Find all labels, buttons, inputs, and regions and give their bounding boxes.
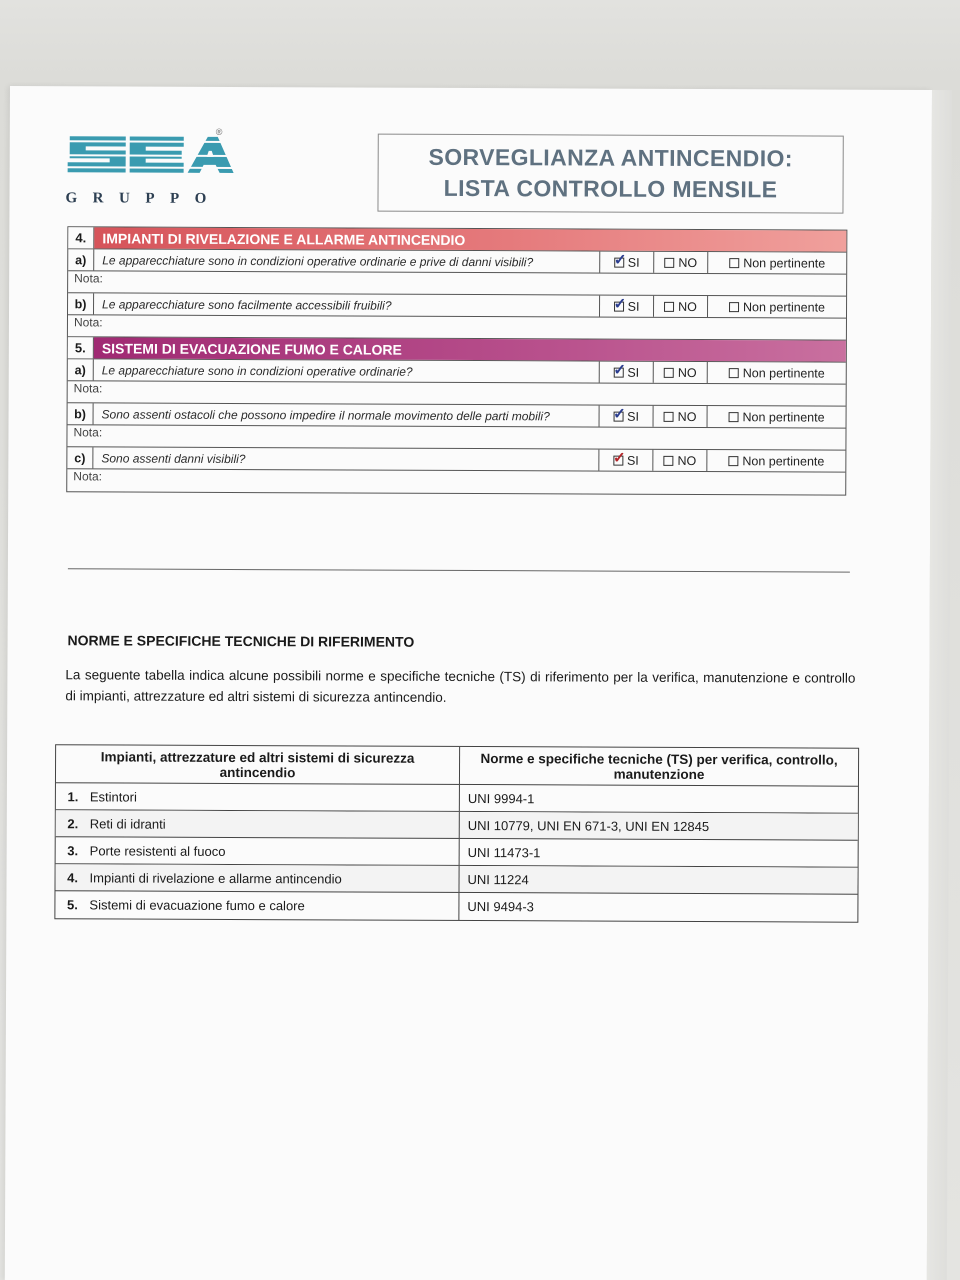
- checkbox-icon[interactable]: [728, 456, 738, 466]
- question-letter: b): [68, 293, 94, 314]
- checkbox-icon[interactable]: [664, 257, 674, 267]
- checkbox-checked-icon[interactable]: ✓: [613, 295, 627, 313]
- row-norm: UNI 9494-3: [467, 899, 534, 915]
- norme-title: NORME E SPECIFICHE TECNICHE DI RIFERIMENTO: [67, 632, 415, 650]
- row-item: Impianti di rivelazione e allarme antincendio: [89, 869, 342, 886]
- checkbox-icon[interactable]: [664, 367, 674, 377]
- row-number: 2.: [67, 815, 79, 831]
- row-norm: UNI 11224: [467, 871, 529, 887]
- row-number: 1.: [67, 788, 79, 804]
- option-no[interactable]: NO: [654, 296, 708, 317]
- nota-row[interactable]: Nota:: [67, 425, 845, 450]
- header-impianti: Impianti, attrezzature ed altri sistemi di sicurezza antincendio: [56, 745, 460, 784]
- option-no[interactable]: NO: [654, 362, 708, 383]
- section-title: SISTEMI DI EVACUAZIONE FUMO E CALORE: [94, 337, 846, 361]
- checkbox-checked-icon[interactable]: ✓: [613, 251, 627, 269]
- option-si[interactable]: ✓ SI: [600, 406, 654, 427]
- table-row: [56, 783, 858, 813]
- option-non-pertinente[interactable]: Non pertinente: [707, 450, 845, 472]
- table-header-row: [56, 745, 858, 786]
- question-text: Sono assenti ostacoli che possono impedire il normale movimento delle parti mobili?: [94, 403, 600, 426]
- title-line-2: LISTA CONTROLLO MENSILE: [443, 174, 778, 203]
- row-norm: UNI 10779, UNI EN 671-3, UNI EN 12845: [467, 817, 710, 834]
- question-text: Le apparecchiature sono in condizioni operative ordinarie e prive di danni visibili?: [94, 249, 600, 272]
- option-non-pertinente[interactable]: Non pertinente: [708, 296, 846, 318]
- nota-row[interactable]: Nota:: [68, 381, 846, 406]
- question-letter: c): [67, 447, 93, 468]
- option-no[interactable]: NO: [654, 252, 708, 273]
- divider-line: [68, 568, 850, 572]
- checkbox-checked-icon[interactable]: ✓: [612, 449, 626, 467]
- section-number: 5.: [68, 337, 94, 358]
- checkbox-icon[interactable]: [664, 301, 674, 311]
- table-row: [56, 837, 858, 867]
- norme-paragraph: La seguente tabella indica alcune possibili norme e specifiche tecniche (TS) di riferimento per la verifica, manutenzione e controllo di impianti, attrezzature ed altri sistemi di sicurezza antincendio.: [65, 667, 856, 705]
- sea-logo: [65, 128, 233, 211]
- checkbox-checked-icon[interactable]: ✓: [613, 405, 626, 423]
- row-norm: UNI 9994-1: [467, 790, 535, 806]
- option-si[interactable]: ✓ SI: [600, 296, 654, 317]
- question-letter: b): [68, 403, 94, 424]
- checkbox-icon[interactable]: [729, 412, 739, 422]
- option-non-pertinente[interactable]: Non pertinente: [708, 406, 846, 428]
- option-si[interactable]: ✓ SI: [600, 252, 654, 273]
- nota-row[interactable]: Nota:: [68, 315, 846, 340]
- header-norme: Norme e specifiche tecniche (TS) per verifica, controllo, manutenzione: [480, 750, 838, 782]
- question-text: Le apparecchiature sono facilmente accessibili fruibili?: [94, 293, 600, 316]
- option-non-pertinente[interactable]: Non pertinente: [708, 252, 846, 274]
- row-item: Estintori: [89, 788, 137, 805]
- option-si[interactable]: ✓ SI: [600, 362, 654, 383]
- question-text: Le apparecchiature sono in condizioni operative ordinarie?: [94, 359, 600, 382]
- row-number: 3.: [67, 842, 79, 858]
- row-number: 5.: [66, 897, 78, 913]
- table-row: [56, 810, 858, 840]
- checkbox-icon[interactable]: [729, 368, 739, 378]
- table-row: [55, 864, 857, 894]
- nota-row[interactable]: Nota:: [73, 469, 103, 484]
- sea-wordmark-icon: [66, 128, 234, 187]
- option-no[interactable]: NO: [653, 450, 707, 471]
- checkbox-icon[interactable]: [729, 258, 739, 268]
- row-norm: UNI 11473-1: [467, 844, 541, 860]
- checkbox-checked-icon[interactable]: ✓: [613, 361, 626, 379]
- section-number: 4.: [68, 227, 94, 248]
- question-letter: a): [68, 359, 94, 380]
- option-si[interactable]: ✓ SI: [599, 450, 653, 471]
- reference-table: [54, 744, 859, 923]
- question-text: Sono assenti danni visibili?: [93, 447, 599, 470]
- logo-group-text: GRUPPO: [65, 190, 222, 207]
- document-title: [377, 134, 843, 214]
- checkbox-icon[interactable]: [663, 455, 673, 465]
- nota-row[interactable]: Nota:: [68, 271, 846, 296]
- checkbox-icon[interactable]: [664, 411, 674, 421]
- row-item: Sistemi di evacuazione fumo e calore: [89, 897, 305, 914]
- row-item: Reti di idranti: [89, 815, 166, 832]
- section-title: IMPIANTI DI RIVELAZIONE E ALLARME ANTINCENDIO: [94, 227, 846, 251]
- table-row: [55, 891, 857, 921]
- option-non-pertinente[interactable]: Non pertinente: [708, 362, 846, 384]
- question-letter: a): [68, 249, 94, 270]
- checklist-table: [66, 226, 847, 495]
- checkbox-icon[interactable]: [729, 302, 739, 312]
- row-number: 4.: [67, 869, 79, 885]
- document-page: [5, 86, 932, 1280]
- option-no[interactable]: NO: [654, 406, 708, 427]
- registered-mark: ®: [215, 126, 223, 137]
- row-item: Porte resistenti al fuoco: [89, 842, 226, 859]
- title-line-1: SORVEGLIANZA ANTINCENDIO:: [428, 143, 793, 172]
